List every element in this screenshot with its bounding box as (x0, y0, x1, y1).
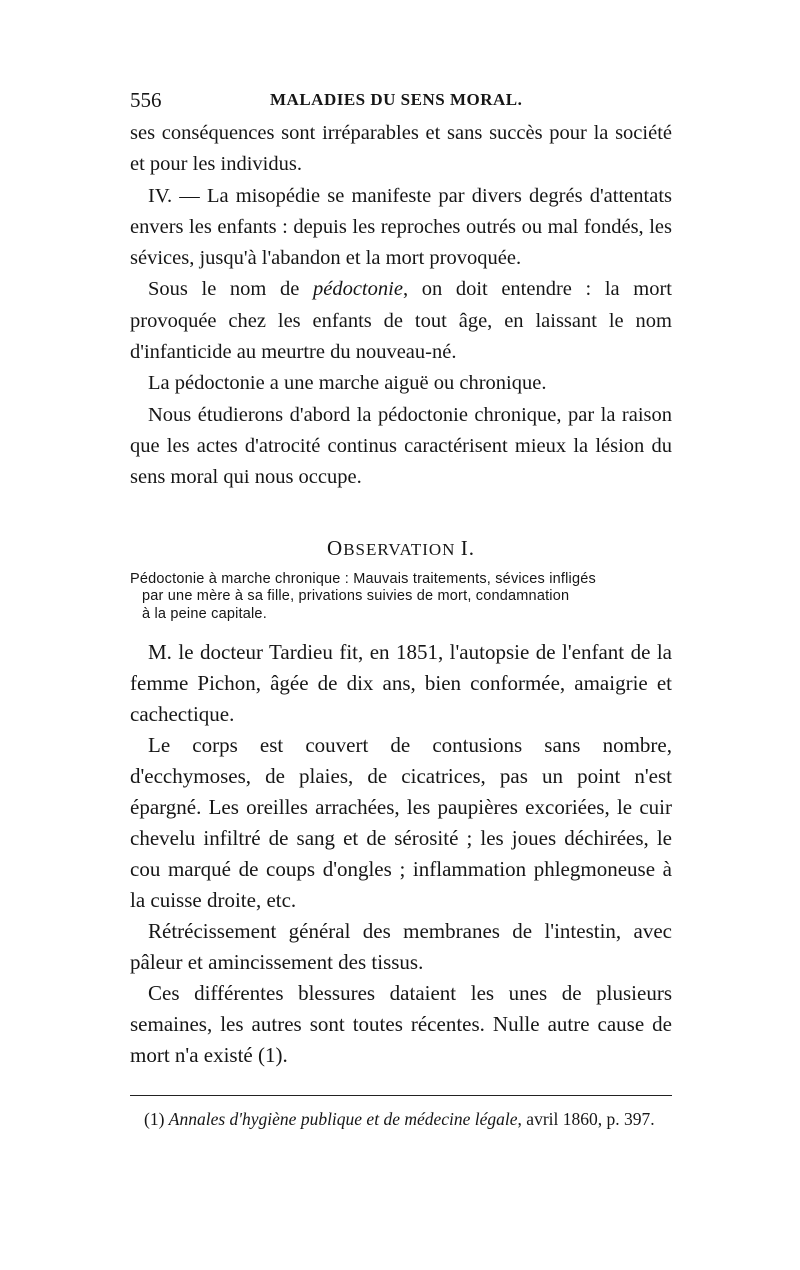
emphasized-term: pédoctonie (312, 278, 403, 301)
book-page (130, 88, 672, 1130)
observation-paragraph: Ces différentes blessures dataient les unes de plusieurs semaines, les autres sont toutes récentes. Nulle autre cause de mort n'a existé (1). (130, 981, 672, 1068)
observation-title-cap: O (327, 535, 344, 560)
main-text (130, 118, 672, 494)
page-header (130, 88, 672, 118)
paragraph-text: Sous le nom de (148, 278, 313, 301)
paragraph-text: , on doit entendre : la mort provoquée chez les enfants de tout âge, en laissant le nom d'infanticide au meurtre du nouveau-né. (130, 278, 672, 364)
footnote-number: (1) (144, 1109, 169, 1130)
summary-line: par une mère à sa fille, privations suivies de mort, condamnation (142, 588, 570, 605)
summary-line: Pédoctonie à marche chronique : Mauvais traitements, sévices infligés (130, 570, 596, 587)
observation-number: I. (460, 535, 475, 560)
summary-line: à la peine capitale. (142, 605, 267, 622)
paragraph-study: Nous étudierons d'abord la pédoctonie chronique, par la raison que les actes d'atrocité continus caractérisent mieux la lésion du sens moral qui nous occupe. (130, 403, 672, 489)
observation-title (130, 536, 672, 561)
observation-summary (130, 571, 672, 624)
observation-paragraph: Le corps est couvert de contusions sans nombre, d'ecchymoses, de plaies, de cicatrices, pas un point n'est épargné. Les oreilles arrachées, les paupières excoriées, le cuir chevelu infiltré de sang et de sérosité ; les joues déchirées, le cou marqué de coups d'ongles ; inflammation phlegmoneuse à la cuisse droite, etc. (130, 733, 672, 913)
paragraph-section-iv: IV. — La misopédie se manifeste par divers degrés d'attentats envers les enfants : depuis les reproches outrés ou mal fondés, les sévices, jusqu'à l'abandon et la mort provoquée. (130, 184, 672, 270)
paragraph-course: La pédoctonie a une marche aiguë ou chronique. (148, 372, 547, 395)
observation-paragraph: Rétrécissement général des membranes de l'intestin, avec pâleur et amincissement des tissus. (130, 919, 672, 975)
footnote-title: Annales d'hygiène publique et de médecine légale (168, 1109, 518, 1130)
observation-text (130, 637, 672, 1071)
running-title: MALADIES DU SENS MORAL. (270, 90, 523, 109)
footnote (130, 1108, 672, 1130)
footnote-divider (130, 1095, 672, 1096)
observation-title-rest: BSERVATION (343, 539, 456, 559)
paragraph-continuation: ses conséquences sont irréparables et sans succès pour la société et pour les individus. (130, 122, 672, 176)
paragraph-definition (130, 274, 672, 368)
observation-paragraph: M. le docteur Tardieu fit, en 1851, l'autopsie de l'enfant de la femme Pichon, âgée de dix ans, bien conformée, amaigrie et cachectique. (130, 640, 672, 727)
page-number: 556 (130, 88, 162, 112)
footnote-rest: , avril 1860, p. 397. (517, 1109, 655, 1130)
